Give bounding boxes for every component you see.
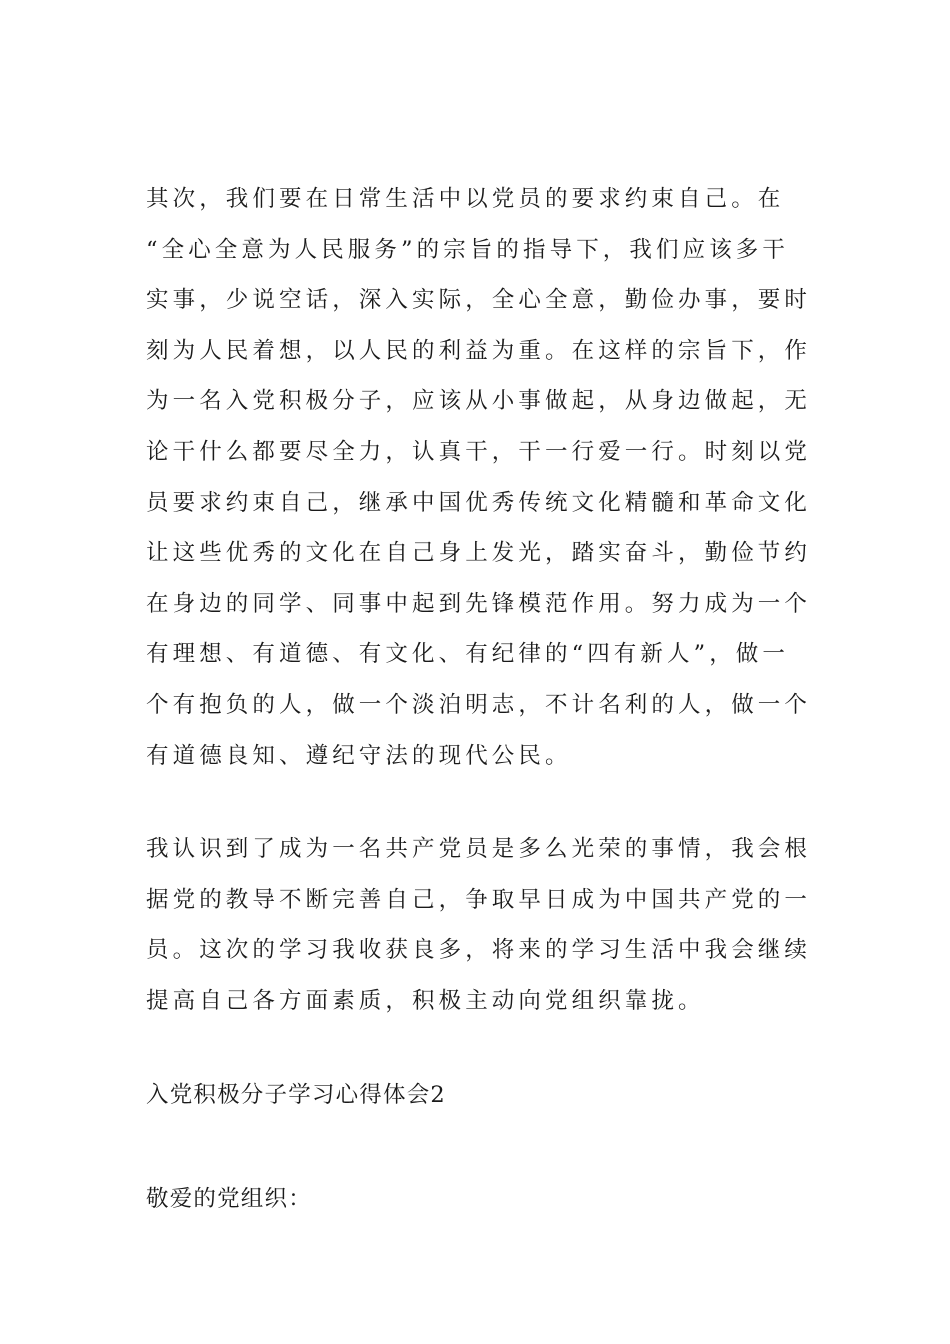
text-line: 员要求约束自己，继承中国优秀传统文化精髓和革命文化 [146, 489, 812, 516]
text-line: 其次，我们要在日常生活中以党员的要求约束自己。在 [146, 186, 785, 212]
text-line: 我认识到了成为一名共产党员是多么光荣的事情，我会根 [146, 836, 812, 862]
letter-salutation: 敬爱的党组织： [146, 1186, 312, 1212]
text-line: 为一名入党积极分子，应该从小事做起，从身边做起，无 [146, 388, 812, 415]
text-line: 提高自己各方面素质，积极主动向党组织靠拢。 [146, 987, 705, 1014]
text-line: 刻为人民着想，以人民的利益为重。在这样的宗旨下，作 [146, 337, 812, 364]
text-line: 员。这次的学习我收获良多，将来的学习生活中我会继续 [146, 937, 812, 964]
text-line: 有道德良知、遵纪守法的现代公民。 [146, 742, 572, 769]
body-paragraph-2 [146, 824, 812, 1026]
text-line: “全心全意为人民服务”的宗旨的指导下，我们应该多干 [146, 236, 790, 263]
text-line: 让这些优秀的文化在自己身上发光，踏实奋斗，勤俭节约 [146, 540, 812, 567]
text-line: 论干什么都要尽全力，认真干，干一行爱一行。时刻以党 [146, 438, 812, 465]
text-line: 据党的教导不断完善自己，争取早日成为中国共产党的一 [146, 886, 812, 913]
text-line: 有理想、有道德、有文化、有纪律的“四有新人”，做一 [146, 641, 790, 668]
text-line: 在身边的同学、同事中起到先锋模范作用。努力成为一个 [146, 590, 812, 617]
section-heading: 入党积极分子学习心得体会2 [146, 1082, 446, 1108]
body-paragraph-1 [146, 174, 812, 781]
text-line: 实事，少说空话，深入实际，全心全意，勤俭办事，要时 [146, 287, 812, 314]
text-line: 个有抱负的人，做一个淡泊明志，不计名利的人，做一个 [146, 691, 812, 718]
